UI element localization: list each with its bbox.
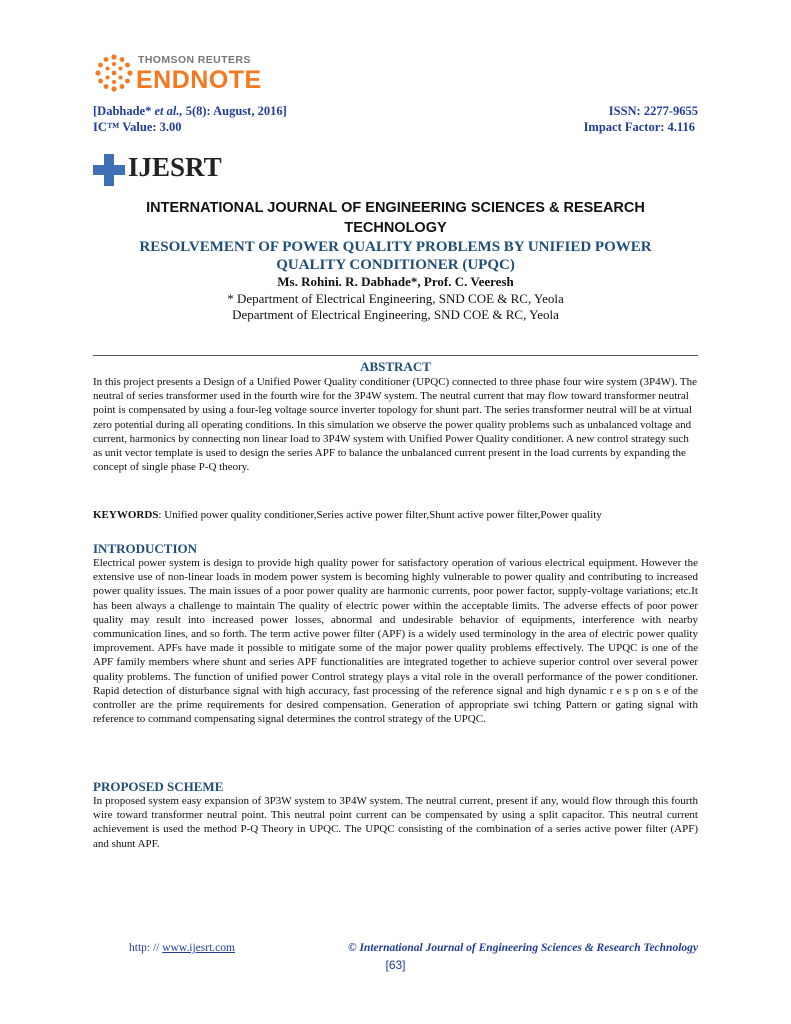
citation-line: [93, 104, 287, 119]
proposed-scheme-text: In proposed system easy expansion of 3P3W system to 3P4W system. The neutral current, present if any, would flow through this fourth wire toward transformer neutral point. This neutral point current can be compensated by using a split capacitor. This neutral current achievement is used the method P-Q Theory in UPQC. The UPQC consisting of the combination of a series active power filter (APF) and shunt APF.: [93, 795, 698, 850]
website-link[interactable]: www.ijesrt.com: [162, 942, 235, 954]
citation-author: [Dabhade*: [93, 104, 155, 118]
thomson-reuters-dots-icon: [94, 53, 134, 93]
citation-rest: 5(8): August, 2016]: [182, 104, 287, 118]
ic-value: IC™ Value: 3.00: [93, 120, 182, 134]
paper-authors: Ms. Rohini. R. Dabhade*, Prof. C. Veeresh: [277, 274, 514, 289]
logo-company-text: THOMSON REUTERS: [138, 54, 251, 66]
affiliation-2: Department of Electrical Engineering, SND COE & RC, Yeola: [232, 307, 559, 322]
logo-product-text: ENDNOTE: [136, 66, 262, 94]
introduction-text: Electrical power system is design to provide high quality power for satisfactory operation of various electrical equipment. However the extensive use of non-linear loads in modem power system is becoming highly vulnerable to power quality and contributing to increased power quality issues. The main issues of a poor power quality are harmonic currents, poor power factor, supply-voltage variations; etc.It has been always a challenge to maintain The quality of electric power within the acceptable limits. The adverse effects of poor power quality may result into increased power losses, abnormal and undesirable behavior of equipments, interference with nearby communication lines, and so forth. The term active power filter (APF) is a widely used terminology in the area of electric power quality improvement. APFs have made it possible to mitigate some of the major power quality problems effectively. The UPQC is one of the APF family members where shunt and series APF functionalities are integrated together to achieve superior control over several power quality problems. The function of unified power Control strategy plays a vital role in the overall performance of the power conditioner. Rapid detection of disturbance signal with high accuracy, fast processing of the reference signal and high dynamic r e s p on s e of the controller are the prime requirements for desired compensation. Generation of appropriate swi tching Pattern or gating signal with reference to command compensating signal determines the control strategy of the UPQC.: [93, 557, 698, 726]
journal-full-name: INTERNATIONAL JOURNAL OF ENGINEERING SCIENCES & RESEARCH TECHNOLOGY: [146, 200, 645, 236]
impact-factor: Impact Factor: 4.116: [583, 120, 695, 134]
affiliation-1: * Department of Electrical Engineering, SND COE & RC, Yeola: [227, 291, 564, 306]
keywords: [93, 508, 698, 522]
paper-title-line2: QUALITY CONDITIONER (UPQC): [276, 257, 515, 273]
abstract-text: In this project presents a Design of a Unified Power Quality conditioner (UPQC) connected to three phase four wire system (3P4W). The neutral of series transformer used in the fourth wire for the 3P4W system. The neutral current that may flow toward transformer neutral point is compensated by using a four-leg voltage source inverter topology for shunt part. The series transformer neutral will be at virtual zero potential during all operating conditions. In this simulation we observe the power quality problems such as unbalanced voltage and current, harmonics by connecting non linear load to 3P4W system with Unified Power Quality conditioner. A new control strategy such as unit vector template is used to design the series APF to balance the unbalanced current present in the load currents by expanding the concept of single phase P-Q theory.: [93, 376, 698, 474]
plus-cross-icon: [93, 154, 125, 186]
introduction-heading: INTRODUCTION: [93, 541, 198, 556]
page-number: [63]: [385, 958, 406, 972]
abstract-heading: ABSTRACT: [360, 359, 431, 374]
section-divider: [93, 355, 698, 356]
citation-etal: et al.,: [154, 104, 183, 118]
footer-url: [129, 942, 235, 954]
keywords-label: KEYWORDS: [93, 509, 159, 521]
footer-copyright: © International Journal of Engineering Sciences & Research Technology: [347, 942, 698, 954]
endnote-logo: [94, 50, 264, 100]
paper-title: [93, 238, 698, 274]
journal-short-name: IJESRT: [128, 152, 222, 182]
issn: ISSN: 2277-9655: [608, 104, 698, 118]
paper-title-line1: RESOLVEMENT OF POWER QUALITY PROBLEMS BY UNIFIED POWER: [139, 239, 652, 255]
proposed-scheme-heading: PROPOSED SCHEME: [93, 779, 224, 794]
footer-url-prefix: http: //: [129, 942, 163, 954]
keywords-text: : Unified power quality conditioner,Series active power filter,Shunt active power filter,Power quality: [158, 509, 602, 521]
